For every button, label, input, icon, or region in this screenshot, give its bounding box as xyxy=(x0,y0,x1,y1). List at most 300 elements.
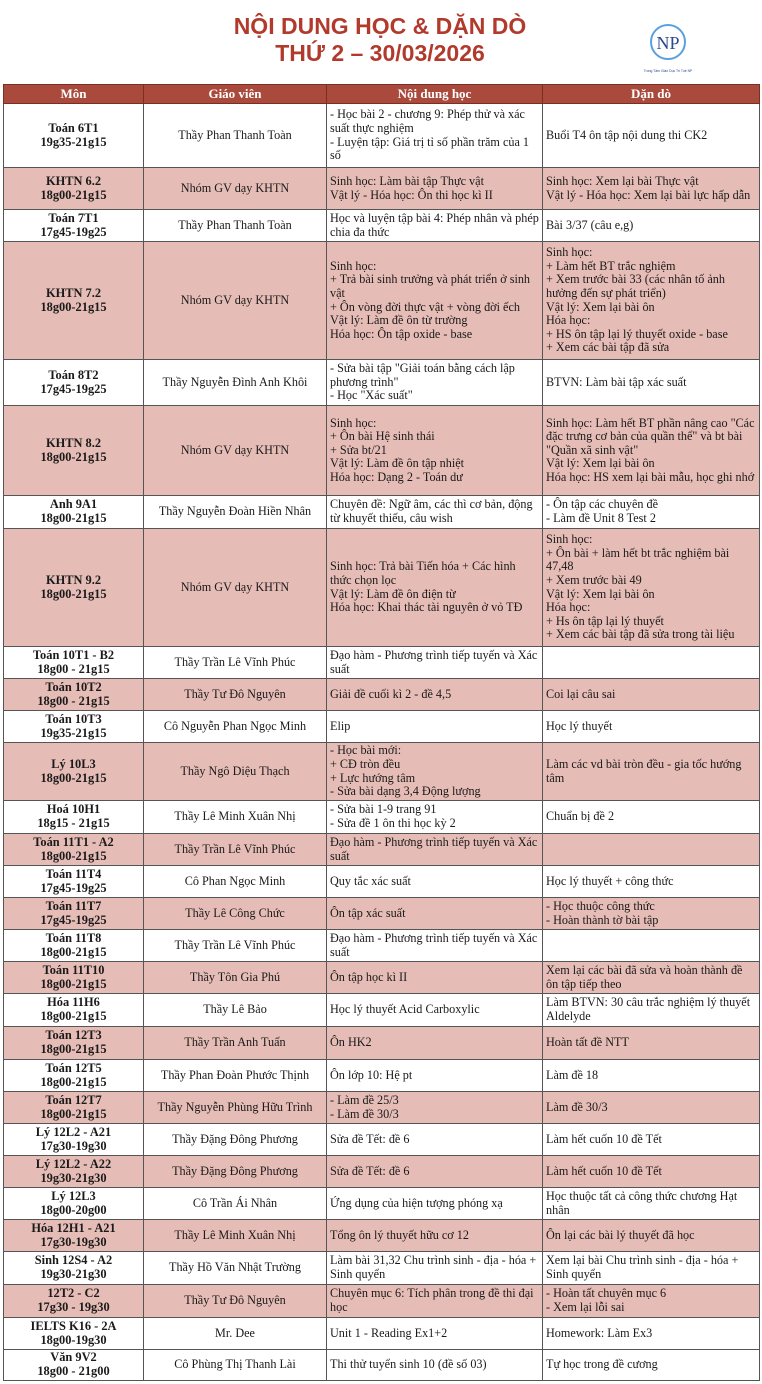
teacher-cell: Thầy Trần Lê Vĩnh Phúc xyxy=(144,647,327,679)
table-row xyxy=(4,210,760,242)
content-cell xyxy=(327,898,543,930)
content-cell xyxy=(327,1124,543,1156)
content-cell xyxy=(327,1350,543,1381)
teacher-cell: Thầy Lê Công Chức xyxy=(144,898,327,930)
homework-cell xyxy=(543,1188,760,1220)
homework-cell xyxy=(543,1220,760,1252)
cell-line: Sinh học: Trả bài Tiến hóa + Các hình thức chọn lọc xyxy=(330,559,516,587)
cell-line: Làm BTVN: 30 câu trắc nghiệm lý thuyết Aldelyde xyxy=(546,995,751,1023)
homework-cell xyxy=(543,104,760,168)
table-row xyxy=(4,898,760,930)
mon-cell xyxy=(4,1156,144,1188)
cell-line: Hóa học: Ôn tập oxide - base xyxy=(330,326,473,341)
content-cell xyxy=(327,647,543,679)
homework-cell xyxy=(543,1350,760,1381)
mon-cell xyxy=(4,1318,144,1350)
mon-cell xyxy=(4,1350,144,1381)
table-row xyxy=(4,962,760,994)
cell-line: Unit 1 - Reading Ex1+2 xyxy=(330,1325,448,1340)
mon-cell xyxy=(4,866,144,898)
cell-line: Sinh 12S4 - A2 xyxy=(34,1253,113,1268)
column-header-noi-dung: Nội dung học xyxy=(327,85,543,104)
cell-line: 18g00 - 21g15 xyxy=(37,661,110,676)
teacher-cell: Thầy Phan Thanh Toàn xyxy=(144,104,327,168)
table-row xyxy=(4,1124,760,1156)
homework-cell xyxy=(543,1124,760,1156)
cell-line: Lý 10L3 xyxy=(51,756,96,771)
homework-cell xyxy=(543,962,760,994)
cell-line: Tự học trong đề cương xyxy=(546,1357,658,1372)
cell-line: Văn 9V2 xyxy=(50,1350,97,1365)
cell-line: Sửa đề Tết: đề 6 xyxy=(330,1163,410,1178)
cell-line: - Làm đề 30/3 xyxy=(330,1106,399,1121)
schedule-table xyxy=(3,84,760,1381)
cell-line: 18g00-21g15 xyxy=(40,511,107,525)
cell-line: + Lực hướng tâm xyxy=(330,770,416,785)
mon-cell xyxy=(4,1188,144,1220)
homework-cell xyxy=(543,406,760,496)
homework-cell xyxy=(543,1252,760,1285)
cell-line: + Xem các bài tập đã sửa trong tài liệu xyxy=(546,627,735,642)
cell-line: 17g30 - 19g30 xyxy=(37,1300,110,1314)
cell-line: 19g35-21g15 xyxy=(40,725,107,740)
cell-line: 18g00-21g15 xyxy=(40,187,107,202)
content-cell xyxy=(327,834,543,866)
cell-line: Toán 10T1 - B2 xyxy=(32,647,115,662)
content-cell xyxy=(327,1252,543,1285)
teacher-cell: Thầy Nguyễn Đình Anh Khôi xyxy=(144,360,327,406)
cell-line: 18g00-21g15 xyxy=(40,1009,107,1023)
cell-line: Toán 11T10 xyxy=(42,962,105,977)
homework-cell xyxy=(543,1156,760,1188)
homework-cell xyxy=(543,210,760,242)
teacher-cell: Thầy Đặng Đông Phương xyxy=(144,1124,327,1156)
cell-line: Làm bài 31,32 Chu trình sinh - địa - hóa + Sinh quyển xyxy=(330,1253,537,1281)
cell-line: Buổi T4 ôn tập nội dung thi CK2 xyxy=(546,127,708,142)
mon-cell xyxy=(4,994,144,1027)
cell-line: Toán 11T4 xyxy=(45,866,102,881)
homework-cell xyxy=(543,242,760,360)
table-row xyxy=(4,930,760,962)
cell-line: Ôn HK2 xyxy=(330,1035,372,1050)
cell-line: Sinh học: Xem lại bài Thực vật xyxy=(546,173,699,188)
content-cell xyxy=(327,529,543,647)
content-cell xyxy=(327,1060,543,1092)
page-date: THỨ 2 – 30/03/2026 xyxy=(275,40,485,66)
cell-line: + Xem trước bài 49 xyxy=(546,572,642,587)
content-cell xyxy=(327,866,543,898)
cell-line: Chuẩn bị đề 2 xyxy=(546,809,615,824)
table-row xyxy=(4,168,760,210)
cell-line: Elip xyxy=(330,718,351,733)
cell-line: + Sửa bt/21 xyxy=(330,442,387,457)
mon-cell xyxy=(4,743,144,801)
mon-cell xyxy=(4,711,144,743)
cell-line: Vật lý: Xem lại bài ôn xyxy=(546,456,655,471)
cell-line: + HS ôn tập lại lý thuyết oxide - base xyxy=(546,326,728,341)
page-title: NỘI DUNG HỌC & DẶN DÒ xyxy=(233,13,527,39)
mon-cell xyxy=(4,1220,144,1252)
cell-line: Toán 8T2 xyxy=(48,367,99,382)
cell-line: 17g30-19g30 xyxy=(40,1138,107,1153)
cell-line: Vật lý: Làm đề ôn tập nhiệt xyxy=(330,456,465,471)
table-row xyxy=(4,1060,760,1092)
cell-line: 17g45-19g25 xyxy=(40,224,107,239)
teacher-cell: Mr. Dee xyxy=(144,1318,327,1350)
cell-line: Sinh học: xyxy=(330,415,377,430)
teacher-cell: Thầy Trần Lê Vĩnh Phúc xyxy=(144,930,327,962)
mon-cell xyxy=(4,647,144,679)
cell-line: + Xem trước bài 33 (các nhân tố ảnh hưởng đến sự phát triển) xyxy=(546,272,725,300)
cell-line: Hoàn tất đề NTT xyxy=(546,1035,629,1050)
content-cell xyxy=(327,994,543,1027)
cell-line: Hóa học: HS xem lại bài mẫu, học ghi nhớ xyxy=(546,469,755,484)
cell-line: Quy tắc xác suất xyxy=(330,873,411,888)
content-cell xyxy=(327,1220,543,1252)
teacher-cell: Thầy Trần Anh Tuấn xyxy=(144,1027,327,1060)
cell-line: 18g00 - 21g00 xyxy=(37,1364,110,1378)
logo-text: NP xyxy=(656,33,680,53)
cell-line: 18g00-21g15 xyxy=(40,1074,107,1089)
cell-line: KHTN 7.2 xyxy=(45,285,102,300)
teacher-cell: Nhóm GV dạy KHTN xyxy=(144,242,327,360)
cell-line: Toán 11T8 xyxy=(45,930,102,945)
table-row xyxy=(4,529,760,647)
teacher-cell: Thầy Tôn Gia Phú xyxy=(144,962,327,994)
homework-cell xyxy=(543,647,760,679)
cell-line: Xem lại bài Chu trình sinh - địa - hóa + Sinh quyển xyxy=(546,1253,739,1281)
teacher-cell: Thầy Lê Bảo xyxy=(144,994,327,1027)
homework-cell xyxy=(543,930,760,962)
mon-cell xyxy=(4,210,144,242)
content-cell xyxy=(327,104,543,168)
mon-cell xyxy=(4,1092,144,1124)
cell-line: 18g00 - 21g15 xyxy=(37,693,110,708)
cell-line: Toán 6T1 xyxy=(48,120,99,135)
cell-line: + Ôn vòng đời thực vật + vòng đời ếch xyxy=(330,299,520,314)
mon-cell xyxy=(4,801,144,834)
cell-line: - Học bài mới: xyxy=(330,743,402,758)
cell-line: - Học bài 2 - chương 9: Phép thử và xác suất thực nghiệm xyxy=(330,107,525,135)
cell-line: Sinh học: Làm bài tập Thực vật xyxy=(330,173,484,188)
homework-cell xyxy=(543,743,760,801)
cell-line: Làm đề 18 xyxy=(546,1067,599,1082)
cell-line: Giải đề cuối kì 2 - đề 4,5 xyxy=(330,686,452,701)
cell-line: KHTN 9.2 xyxy=(45,572,102,587)
cell-line: Toán 10T3 xyxy=(45,711,102,726)
cell-line: Học và luyện tập bài 4: Phép nhân và phép chia đa thức xyxy=(330,210,539,239)
cell-line: Làm hết cuốn 10 đề Tết xyxy=(546,1131,662,1146)
cell-line: Ứng dụng của hiện tượng phóng xạ xyxy=(330,1195,503,1210)
cell-line: Đạo hàm - Phương trình tiếp tuyến và Xác suất xyxy=(330,647,538,676)
cell-line: - Luyện tập: Giá trị tỉ số phần trăm của 1 số xyxy=(330,134,530,163)
teacher-cell: Cô Phùng Thị Thanh Lài xyxy=(144,1350,327,1381)
content-cell xyxy=(327,801,543,834)
homework-cell xyxy=(543,1318,760,1350)
content-cell xyxy=(327,210,543,242)
teacher-cell: Thầy Lê Minh Xuân Nhị xyxy=(144,801,327,834)
homework-cell xyxy=(543,834,760,866)
content-cell xyxy=(327,168,543,210)
homework-cell xyxy=(543,1060,760,1092)
teacher-cell: Thầy Phan Đoàn Phước Thịnh xyxy=(144,1060,327,1092)
center-logo xyxy=(640,20,696,80)
mon-cell xyxy=(4,930,144,962)
teacher-cell: Thầy Phan Thanh Toàn xyxy=(144,210,327,242)
teacher-cell: Nhóm GV dạy KHTN xyxy=(144,168,327,210)
cell-line: 18g15 - 21g15 xyxy=(37,816,110,830)
mon-cell xyxy=(4,898,144,930)
homework-cell xyxy=(543,711,760,743)
page-header xyxy=(0,0,762,84)
cell-line: Làm các vd bài tròn đều - gia tốc hướng tâm xyxy=(546,756,742,785)
content-cell xyxy=(327,962,543,994)
cell-line: Hóa 12H1 - A21 xyxy=(31,1220,116,1235)
cell-line: 17g45-19g25 xyxy=(40,912,107,927)
teacher-cell: Thầy Nguyễn Phùng Hữu Trình xyxy=(144,1092,327,1124)
teacher-cell: Cô Trần Ái Nhân xyxy=(144,1188,327,1220)
cell-line: Lý 12L2 - A22 xyxy=(35,1156,112,1171)
cell-line: Sinh học: Làm hết BT phần nâng cao "Các đặc trưng cơ bản của quần thể" và bt bài "Quần xã sinh vật" xyxy=(546,415,755,457)
homework-cell xyxy=(543,168,760,210)
cell-line: Chuyên đề: Ngữ âm, các thì cơ bản, động từ khuyết thiếu, câu wish xyxy=(330,497,533,525)
homework-cell xyxy=(543,1027,760,1060)
cell-line: - Làm đề 25/3 xyxy=(330,1092,399,1107)
teacher-cell: Thầy Trần Lê Vĩnh Phúc xyxy=(144,834,327,866)
table-row xyxy=(4,1188,760,1220)
table-header-row xyxy=(4,85,760,104)
table-row xyxy=(4,1350,760,1381)
cell-line: Lý 12L2 - A21 xyxy=(35,1124,112,1139)
mon-cell xyxy=(4,834,144,866)
cell-line: Homework: Làm Ex3 xyxy=(546,1325,653,1340)
table-row xyxy=(4,1285,760,1318)
cell-line: Vật lý: Xem lại bài ôn xyxy=(546,299,655,314)
homework-cell xyxy=(543,679,760,711)
cell-line: Hóa học: Dạng 2 - Toán dư xyxy=(330,469,463,484)
cell-line: KHTN 8.2 xyxy=(45,435,102,450)
cell-line: + CĐ tròn đều xyxy=(330,756,401,771)
cell-line: 19g35-21g15 xyxy=(40,134,107,149)
content-cell xyxy=(327,1318,543,1350)
homework-cell xyxy=(543,1092,760,1124)
cell-line: Sinh học: xyxy=(330,258,377,273)
cell-line: Toán 12T3 xyxy=(45,1028,102,1043)
cell-line: Đạo hàm - Phương trình tiếp tuyến và Xác suất xyxy=(330,930,538,959)
mon-cell xyxy=(4,1124,144,1156)
cell-line: Đạo hàm - Phương trình tiếp tuyến và Xác suất xyxy=(330,834,538,863)
cell-line: KHTN 6.2 xyxy=(45,173,102,188)
cell-line: 18g00-20g00 xyxy=(40,1202,107,1217)
teacher-cell: Cô Nguyễn Phan Ngọc Minh xyxy=(144,711,327,743)
cell-line: - Hoàn thành tờ bài tập xyxy=(546,912,659,927)
cell-line: IELTS K16 - 2A xyxy=(30,1318,117,1333)
content-cell xyxy=(327,1156,543,1188)
cell-line: 17g30-19g30 xyxy=(40,1234,107,1249)
cell-line: + Hs ôn tập lại lý thuyết xyxy=(546,613,664,628)
table-row xyxy=(4,496,760,529)
table-row xyxy=(4,360,760,406)
cell-line: + Trả bài sinh trưởng và phát triển ở sinh vật xyxy=(330,272,531,300)
cell-line: Vật lý: Làm đề ôn từ trường xyxy=(330,313,468,328)
homework-cell xyxy=(543,994,760,1027)
cell-line: 18g00-21g15 xyxy=(40,449,107,464)
teacher-cell: Thầy Nguyễn Đoàn Hiền Nhân xyxy=(144,496,327,529)
teacher-cell: Nhóm GV dạy KHTN xyxy=(144,406,327,496)
cell-line: Hóa 11H6 xyxy=(47,995,100,1010)
cell-line: Sinh học: xyxy=(546,245,593,260)
cell-line: Vật lý: Xem lại bài ôn xyxy=(546,586,655,601)
cell-line: Hóa học: xyxy=(546,313,591,328)
cell-line: - Sửa bài tập "Giải toán bằng cách lập phương trình" xyxy=(330,361,515,389)
cell-line: BTVN: Làm bài tập xác suất xyxy=(546,374,687,389)
cell-line: Làm hết cuốn 10 đề Tết xyxy=(546,1163,662,1178)
cell-line: - Sửa bài dạng 3,4 Động lượng xyxy=(330,784,481,799)
teacher-cell: Thầy Lê Minh Xuân Nhị xyxy=(144,1220,327,1252)
logo-icon xyxy=(640,20,696,80)
cell-line: 18g00-21g15 xyxy=(40,848,107,863)
cell-line: Xem lại các bài đã sửa và hoàn thành đề ôn tập tiếp theo xyxy=(546,962,743,991)
cell-line: Bài 3/37 (câu e,g) xyxy=(546,217,634,232)
cell-line: Vật lý: Làm đề ôn điện từ xyxy=(330,586,456,601)
cell-line: - Ôn tập các chuyên đề xyxy=(546,497,659,512)
cell-line: - Hoàn tất chuyên mục 6 xyxy=(546,1286,667,1301)
cell-line: 19g30-21g30 xyxy=(40,1267,107,1281)
cell-line: Ôn tập học kì II xyxy=(330,969,408,984)
cell-line: Chuyên mục 6: Tích phân trong đề thi đại học xyxy=(330,1286,534,1314)
teacher-cell: Thầy Ngô Diệu Thạch xyxy=(144,743,327,801)
content-cell xyxy=(327,711,543,743)
cell-line: Hoá 10H1 xyxy=(46,802,101,817)
logo-caption: Trung Tâm Giáo Dục Trí Tuệ NP xyxy=(643,69,693,73)
cell-line: 18g00-21g15 xyxy=(40,976,107,991)
content-cell xyxy=(327,242,543,360)
cell-line: Toán 10T2 xyxy=(45,679,102,694)
cell-line: Anh 9A1 xyxy=(49,497,98,512)
mon-cell xyxy=(4,529,144,647)
teacher-cell: Thầy Hồ Văn Nhật Trường xyxy=(144,1252,327,1285)
cell-line: Hóa học: xyxy=(546,600,591,615)
cell-line: - Làm đề Unit 8 Test 2 xyxy=(546,511,656,525)
teacher-cell: Nhóm GV dạy KHTN xyxy=(144,529,327,647)
mon-cell xyxy=(4,360,144,406)
teacher-cell: Thầy Đặng Đông Phương xyxy=(144,1156,327,1188)
content-cell xyxy=(327,1027,543,1060)
table-row xyxy=(4,834,760,866)
content-cell xyxy=(327,360,543,406)
cell-line: Vật lý - Hóa học: Ôn thi học kì II xyxy=(330,187,493,202)
content-cell xyxy=(327,1285,543,1318)
table-row xyxy=(4,711,760,743)
cell-line: 12T2 - C2 xyxy=(47,1286,100,1301)
cell-line: + Ôn bài Hệ sinh thái xyxy=(330,429,435,444)
mon-cell xyxy=(4,1252,144,1285)
mon-cell xyxy=(4,1060,144,1092)
cell-line: Ôn lớp 10: Hệ pt xyxy=(330,1067,413,1082)
cell-line: Học lý thuyết Acid Carboxylic xyxy=(330,1002,480,1017)
column-header-dan-do: Dặn dò xyxy=(543,85,760,104)
homework-cell xyxy=(543,1285,760,1318)
homework-cell xyxy=(543,866,760,898)
cell-line: 18g00-21g15 xyxy=(40,944,107,959)
column-header-mon: Môn xyxy=(4,85,144,104)
content-cell xyxy=(327,1188,543,1220)
cell-line: Học lý thuyết + công thức xyxy=(546,873,674,888)
cell-line: Học lý thuyết xyxy=(546,718,613,733)
cell-line: Học thuộc tất cả công thức chương Hạt nhân xyxy=(546,1188,738,1217)
cell-line: + Làm hết BT trắc nghiệm xyxy=(546,258,676,273)
homework-cell xyxy=(543,529,760,647)
table-row xyxy=(4,679,760,711)
table-row xyxy=(4,743,760,801)
cell-line: - Sửa bài 1-9 trang 91 xyxy=(330,802,437,817)
cell-line: Toán 11T7 xyxy=(45,898,102,913)
cell-line: Toán 12T7 xyxy=(45,1092,102,1107)
cell-line: Toán 12T5 xyxy=(45,1060,102,1075)
table-row xyxy=(4,104,760,168)
table-row xyxy=(4,1092,760,1124)
content-cell xyxy=(327,743,543,801)
cell-line: - Học "Xác suất" xyxy=(330,388,413,403)
cell-line: Ôn tập xác suất xyxy=(330,905,406,920)
cell-line: - Học thuộc công thức xyxy=(546,898,655,913)
teacher-cell: Thầy Tư Đô Nguyên xyxy=(144,679,327,711)
cell-line: 19g30-21g30 xyxy=(40,1170,107,1185)
cell-line: Sửa đề Tết: đề 6 xyxy=(330,1131,410,1146)
homework-cell xyxy=(543,898,760,930)
content-cell xyxy=(327,679,543,711)
cell-line: 18g00-21g15 xyxy=(40,586,107,601)
table-row xyxy=(4,1318,760,1350)
table-row xyxy=(4,1220,760,1252)
table-row xyxy=(4,1027,760,1060)
cell-line: Ôn lại các bài lý thuyết đã học xyxy=(546,1227,695,1242)
cell-line: Vật lý - Hóa học: Xem lại bài lực hấp dẫn xyxy=(546,187,751,202)
cell-line: 18g00-21g15 xyxy=(40,1042,107,1056)
column-header-giao-vien: Giáo viên xyxy=(144,85,327,104)
cell-line: Toán 7T1 xyxy=(48,210,99,225)
table-row xyxy=(4,801,760,834)
content-cell xyxy=(327,406,543,496)
mon-cell xyxy=(4,1027,144,1060)
cell-line: 18g00-21g15 xyxy=(40,1106,107,1121)
cell-line: Lý 12L3 xyxy=(51,1188,96,1203)
table-row xyxy=(4,406,760,496)
table-row xyxy=(4,866,760,898)
table-row xyxy=(4,1156,760,1188)
table-row xyxy=(4,1252,760,1285)
homework-cell xyxy=(543,496,760,529)
mon-cell xyxy=(4,406,144,496)
cell-line: Thi thử tuyển sinh 10 (đề số 03) xyxy=(330,1357,487,1372)
cell-line: + Ôn bài + làm hết bt trắc nghiệm bài 47,48 xyxy=(546,545,730,574)
cell-line: 18g00-21g15 xyxy=(40,299,107,314)
teacher-cell: Thầy Tư Đô Nguyên xyxy=(144,1285,327,1318)
cell-line: 18g00-21g15 xyxy=(40,770,107,785)
table-row xyxy=(4,994,760,1027)
cell-line: - Xem lại lỗi sai xyxy=(546,1300,625,1314)
homework-cell xyxy=(543,360,760,406)
content-cell xyxy=(327,1092,543,1124)
mon-cell xyxy=(4,104,144,168)
mon-cell xyxy=(4,168,144,210)
mon-cell xyxy=(4,962,144,994)
mon-cell xyxy=(4,242,144,360)
mon-cell xyxy=(4,679,144,711)
cell-line: Sinh học: xyxy=(546,532,593,547)
cell-line: 17g45-19g25 xyxy=(40,381,107,396)
mon-cell xyxy=(4,1285,144,1318)
